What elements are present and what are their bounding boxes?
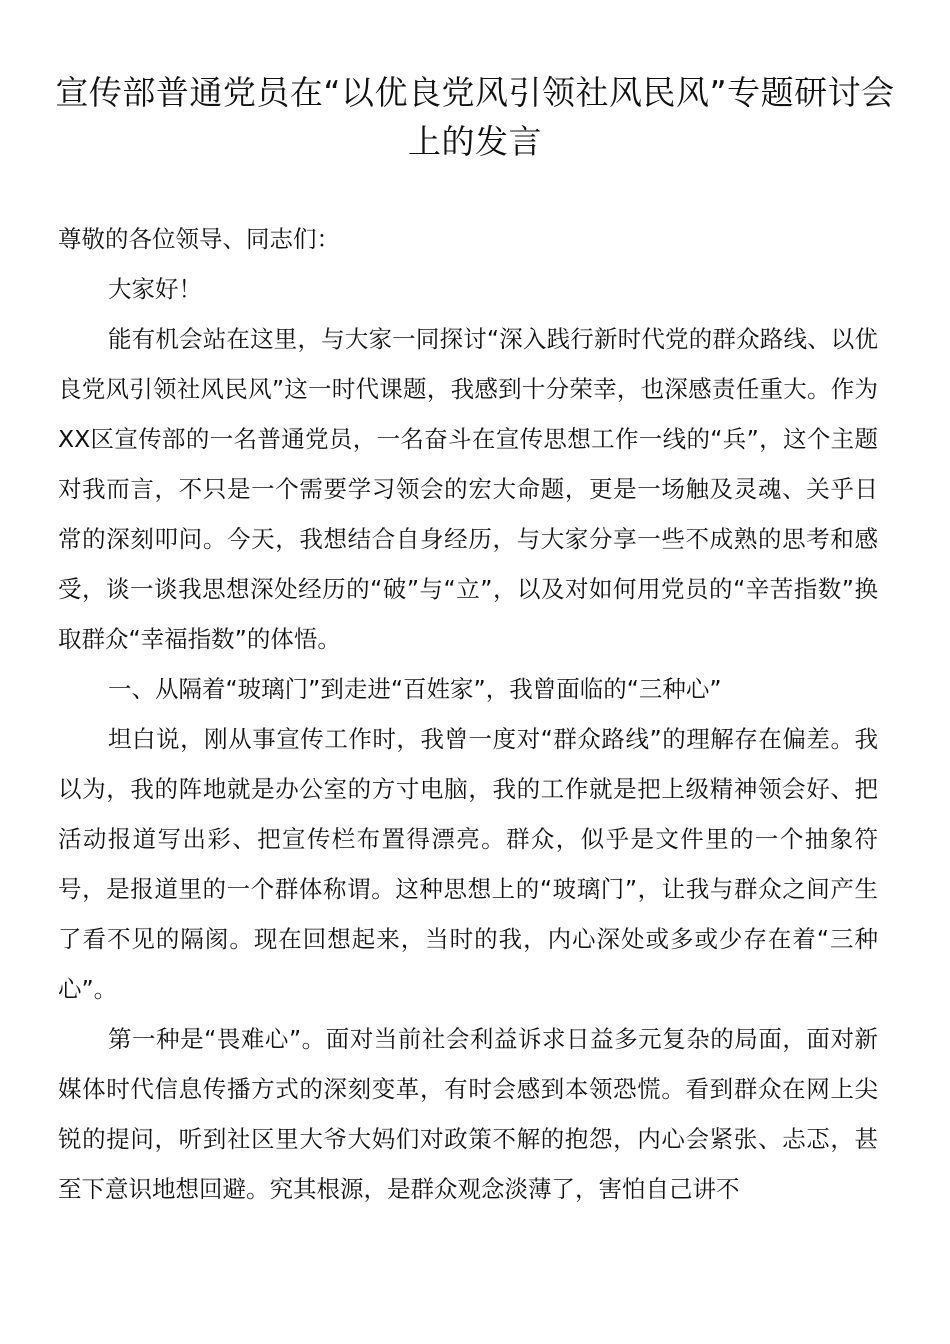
paragraph-intro: 能有机会站在这里，与大家一同探讨“深入践行新时代党的群众路线、以优良党风引领社风民风”这一时代课题，我感到十分荣幸，也深感责任重大。作为XX区宣传部的一名普通党员，一名奋斗在宣传思想工作一线的“兵”，这个主题对我而言，不只是一个需要学习领会的宏大命题，更是一场触及灵魂、关乎日常的深刻叩问。今天，我想结合自身经历，与大家分享一些不成熟的思考和感受，谈一谈我思想深处经历的“破”与“立”，以及对如何用党员的“辛苦指数”换取群众“幸福指数”的体悟。	[58, 325, 878, 653]
document-body	[58, 214, 878, 1214]
paragraph-section1-2: 第一种是“畏难心”。面对当前社会利益诉求日益多元复杂的局面，面对新媒体时代信息传播方式的深刻变革，有时会感到本领恐慌。看到群众在网上尖锐的提问，听到社区里大爷大妈们对政策不解的抱怨，内心会紧张、忐忑，甚至下意识地想回避。究其根源，是群众观念淡薄了，害怕自己讲不	[58, 1025, 878, 1203]
paragraph-section1-1: 坦白说，刚从事宣传工作时，我曾一度对“群众路线”的理解存在偏差。我以为，我的阵地就是办公室的方寸电脑，我的工作就是把上级精神领会好、把活动报道写出彩、把宣传栏布置得漂亮。群众，似乎是文件里的一个抽象符号，是报道里的一个群体称谓。这种思想上的“玻璃门”，让我与群众之间产生了看不见的隔阂。现在回想起来，当时的我，内心深处或多或少存在着“三种心”。	[58, 725, 878, 1003]
document-title: 宣传部普通党员在“以优良党风引领社风民风”专题研讨会上的发言	[55, 73, 895, 161]
salutation: 尊敬的各位领导、同志们：	[58, 225, 340, 253]
section-heading-1: 一、从隔着“玻璃门”到走进“百姓家”，我曾面临的“三种心”	[108, 675, 722, 703]
greeting: 大家好！	[108, 275, 202, 303]
